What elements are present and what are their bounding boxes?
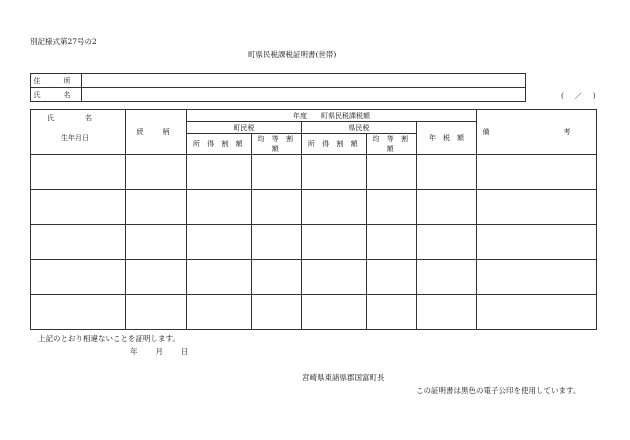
row-remarks-cell[interactable]: [477, 155, 597, 190]
row-town-income-cell[interactable]: [187, 260, 252, 295]
table-row: [31, 155, 597, 190]
certification-date: 年 月 日: [130, 347, 190, 356]
row-pref-equal-cell[interactable]: [367, 155, 417, 190]
row-name-cell[interactable]: [31, 190, 126, 225]
row-town-equal-cell[interactable]: [252, 225, 302, 260]
table-row: [31, 225, 597, 260]
row-name-cell[interactable]: [31, 155, 126, 190]
row-remarks-cell[interactable]: [477, 260, 597, 295]
row-town-equal-cell[interactable]: [252, 295, 302, 330]
household-tax-table: [30, 109, 597, 330]
row-annual-cell[interactable]: [417, 155, 477, 190]
row-name-cell[interactable]: [31, 295, 126, 330]
row-town-income-cell[interactable]: [187, 225, 252, 260]
row-relation-cell[interactable]: [126, 295, 187, 330]
row-town-income-cell[interactable]: [187, 190, 252, 225]
row-town-income-cell[interactable]: [187, 295, 252, 330]
name-header: 氏 名: [47, 114, 104, 122]
table-row: [31, 260, 597, 295]
electronic-seal-note: この証明書は黒色の電子公印を使用しています。: [416, 386, 581, 395]
form-number: 別記様式第27号の2: [30, 37, 97, 46]
address-label: 住 所: [31, 74, 82, 88]
name-birthdate-header: [31, 110, 126, 155]
table-row: [31, 190, 597, 225]
document-title: 町県民税課税証明書(世帯): [248, 50, 337, 59]
row-pref-income-cell[interactable]: [302, 260, 367, 295]
row-remarks-cell[interactable]: [477, 190, 597, 225]
town-tax-header: 町民税: [187, 122, 302, 134]
name-label: 氏 名: [31, 88, 82, 102]
row-annual-cell[interactable]: [417, 190, 477, 225]
page-indicator: ( ／ ): [561, 92, 598, 100]
row-relation-cell[interactable]: [126, 260, 187, 295]
row-pref-income-cell[interactable]: [302, 155, 367, 190]
row-pref-equal-cell[interactable]: [367, 225, 417, 260]
row-town-income-cell[interactable]: [187, 155, 252, 190]
annual-tax-header: 年 税 額: [417, 122, 477, 155]
row-relation-cell[interactable]: [126, 225, 187, 260]
row-pref-income-cell[interactable]: [302, 225, 367, 260]
issuer-name: 宮崎県東諸県郡国富町長: [302, 373, 385, 382]
row-name-cell[interactable]: [31, 225, 126, 260]
row-annual-cell[interactable]: [417, 295, 477, 330]
town-income-based-header: 所 得 割 額: [187, 134, 252, 155]
relation-header: 続 柄: [126, 110, 187, 155]
certification-statement: 上記のとおり相違ないことを証明します。: [38, 334, 180, 343]
row-pref-income-cell[interactable]: [302, 190, 367, 225]
address-field[interactable]: [82, 74, 526, 88]
row-relation-cell[interactable]: [126, 155, 187, 190]
row-annual-cell[interactable]: [417, 225, 477, 260]
town-per-capita-header: 均 等 割 額: [252, 134, 302, 155]
table-row: [31, 295, 597, 330]
remarks-header: 備 考: [477, 110, 597, 155]
pref-income-based-header: 所 得 割 額: [302, 134, 367, 155]
row-town-equal-cell[interactable]: [252, 260, 302, 295]
row-remarks-cell[interactable]: [477, 225, 597, 260]
row-name-cell[interactable]: [31, 260, 126, 295]
row-pref-equal-cell[interactable]: [367, 295, 417, 330]
row-pref-income-cell[interactable]: [302, 295, 367, 330]
row-town-equal-cell[interactable]: [252, 190, 302, 225]
row-relation-cell[interactable]: [126, 190, 187, 225]
row-pref-equal-cell[interactable]: [367, 190, 417, 225]
row-pref-equal-cell[interactable]: [367, 260, 417, 295]
row-remarks-cell[interactable]: [477, 295, 597, 330]
pref-per-capita-header: 均 等 割 額: [367, 134, 417, 155]
birthdate-header: 生年月日: [61, 134, 89, 142]
address-name-block: [30, 73, 526, 102]
tax-amount-group-header: 年度 町県民税課税額: [187, 110, 477, 122]
prefecture-tax-header: 県民税: [302, 122, 417, 134]
row-annual-cell[interactable]: [417, 260, 477, 295]
name-field[interactable]: [82, 88, 526, 102]
row-town-equal-cell[interactable]: [252, 155, 302, 190]
